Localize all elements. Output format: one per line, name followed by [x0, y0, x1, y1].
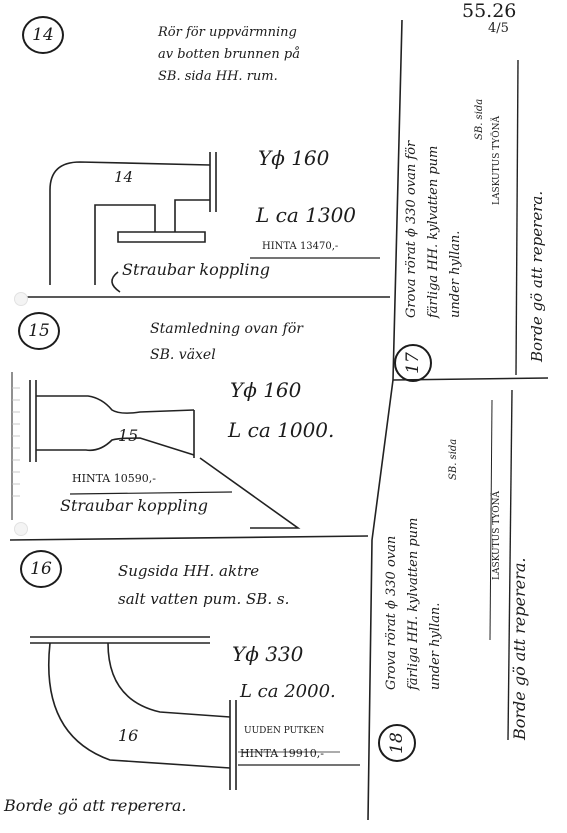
item-14-coupling: Straubar koppling	[122, 260, 270, 279]
item-16-number: 16	[20, 550, 62, 588]
item-16-desc-1: Sugsida HH. aktre	[118, 562, 260, 580]
item-16-price-line-1: UUDEN PUTKEN	[244, 726, 325, 736]
footer-note: Borde gö att reperera.	[4, 796, 187, 815]
item-14-desc-1: Rör för uppvärmning	[158, 25, 297, 40]
item-14-number: 14	[22, 16, 64, 54]
note-17-remark: Borde gö att reperera.	[528, 190, 546, 362]
note-17-number: 17	[394, 344, 432, 382]
item-14-price: HINTA 13470,-	[262, 241, 339, 252]
item-15-coupling: Straubar koppling	[60, 496, 208, 515]
item-14-drawing-label: 14	[114, 168, 134, 186]
item-14-length: L ca 1300	[256, 203, 357, 227]
note-18-line-2: färliga HH. kylvatten pum	[406, 517, 421, 690]
note-18-line-3: under hyllan.	[428, 602, 443, 690]
item-15-length: L ca 1000.	[228, 418, 335, 442]
item-14-desc-2: av botten brunnen på	[158, 47, 300, 62]
page-date: 4/5	[488, 21, 509, 36]
item-15-drawing-label: 15	[118, 426, 139, 445]
item-16-desc-2: salt vatten pum. SB. s.	[118, 590, 290, 608]
item-15-number: 15	[18, 312, 60, 350]
item-15-desc-1: Stamledning ovan för	[150, 321, 303, 337]
pipe-16-drawing	[30, 637, 236, 790]
item-16-drawing-label: 16	[118, 726, 139, 745]
page-number: 55.26	[462, 0, 517, 22]
binder-hole-icon	[14, 522, 28, 536]
note-17-line-2: färliga HH. kylvatten pum	[426, 145, 441, 318]
note-17-stamp: LASKUTUS TYÖNÄ	[492, 116, 502, 205]
item-16-price-line-2: HINTA 19910,-	[240, 747, 324, 760]
note-18-line-4: SB. sida	[448, 438, 459, 480]
note-18-number: 18	[378, 724, 416, 762]
vertical-divider	[368, 20, 402, 820]
item-16-length: L ca 2000.	[240, 681, 336, 702]
item-15-diameter: Yϕ 160	[230, 378, 302, 402]
divider-15-16	[10, 536, 368, 540]
note-17-line-4: SB. sida	[474, 98, 485, 140]
item-15-price: HINTA 10590,-	[72, 472, 156, 485]
note-17-line-1: Grova rörat ϕ 330 ovan för	[404, 140, 419, 318]
item-14-diameter: Yϕ 160	[258, 146, 330, 170]
note-18-stamp: LASKUTUS TYÖNÄ	[492, 491, 502, 580]
item-15-desc-2: SB. växel	[150, 347, 216, 363]
binder-hole-icon	[14, 292, 28, 306]
note-18-remark: Borde gö att reperera.	[510, 557, 529, 740]
note-18-line-1: Grova rörat ϕ 330 ovan	[384, 535, 399, 690]
note-17-line-3: under hyllan.	[448, 230, 463, 318]
item-16-diameter: Yϕ 330	[232, 642, 304, 666]
item-14-desc-3: SB. sida HH. rum.	[158, 69, 278, 84]
